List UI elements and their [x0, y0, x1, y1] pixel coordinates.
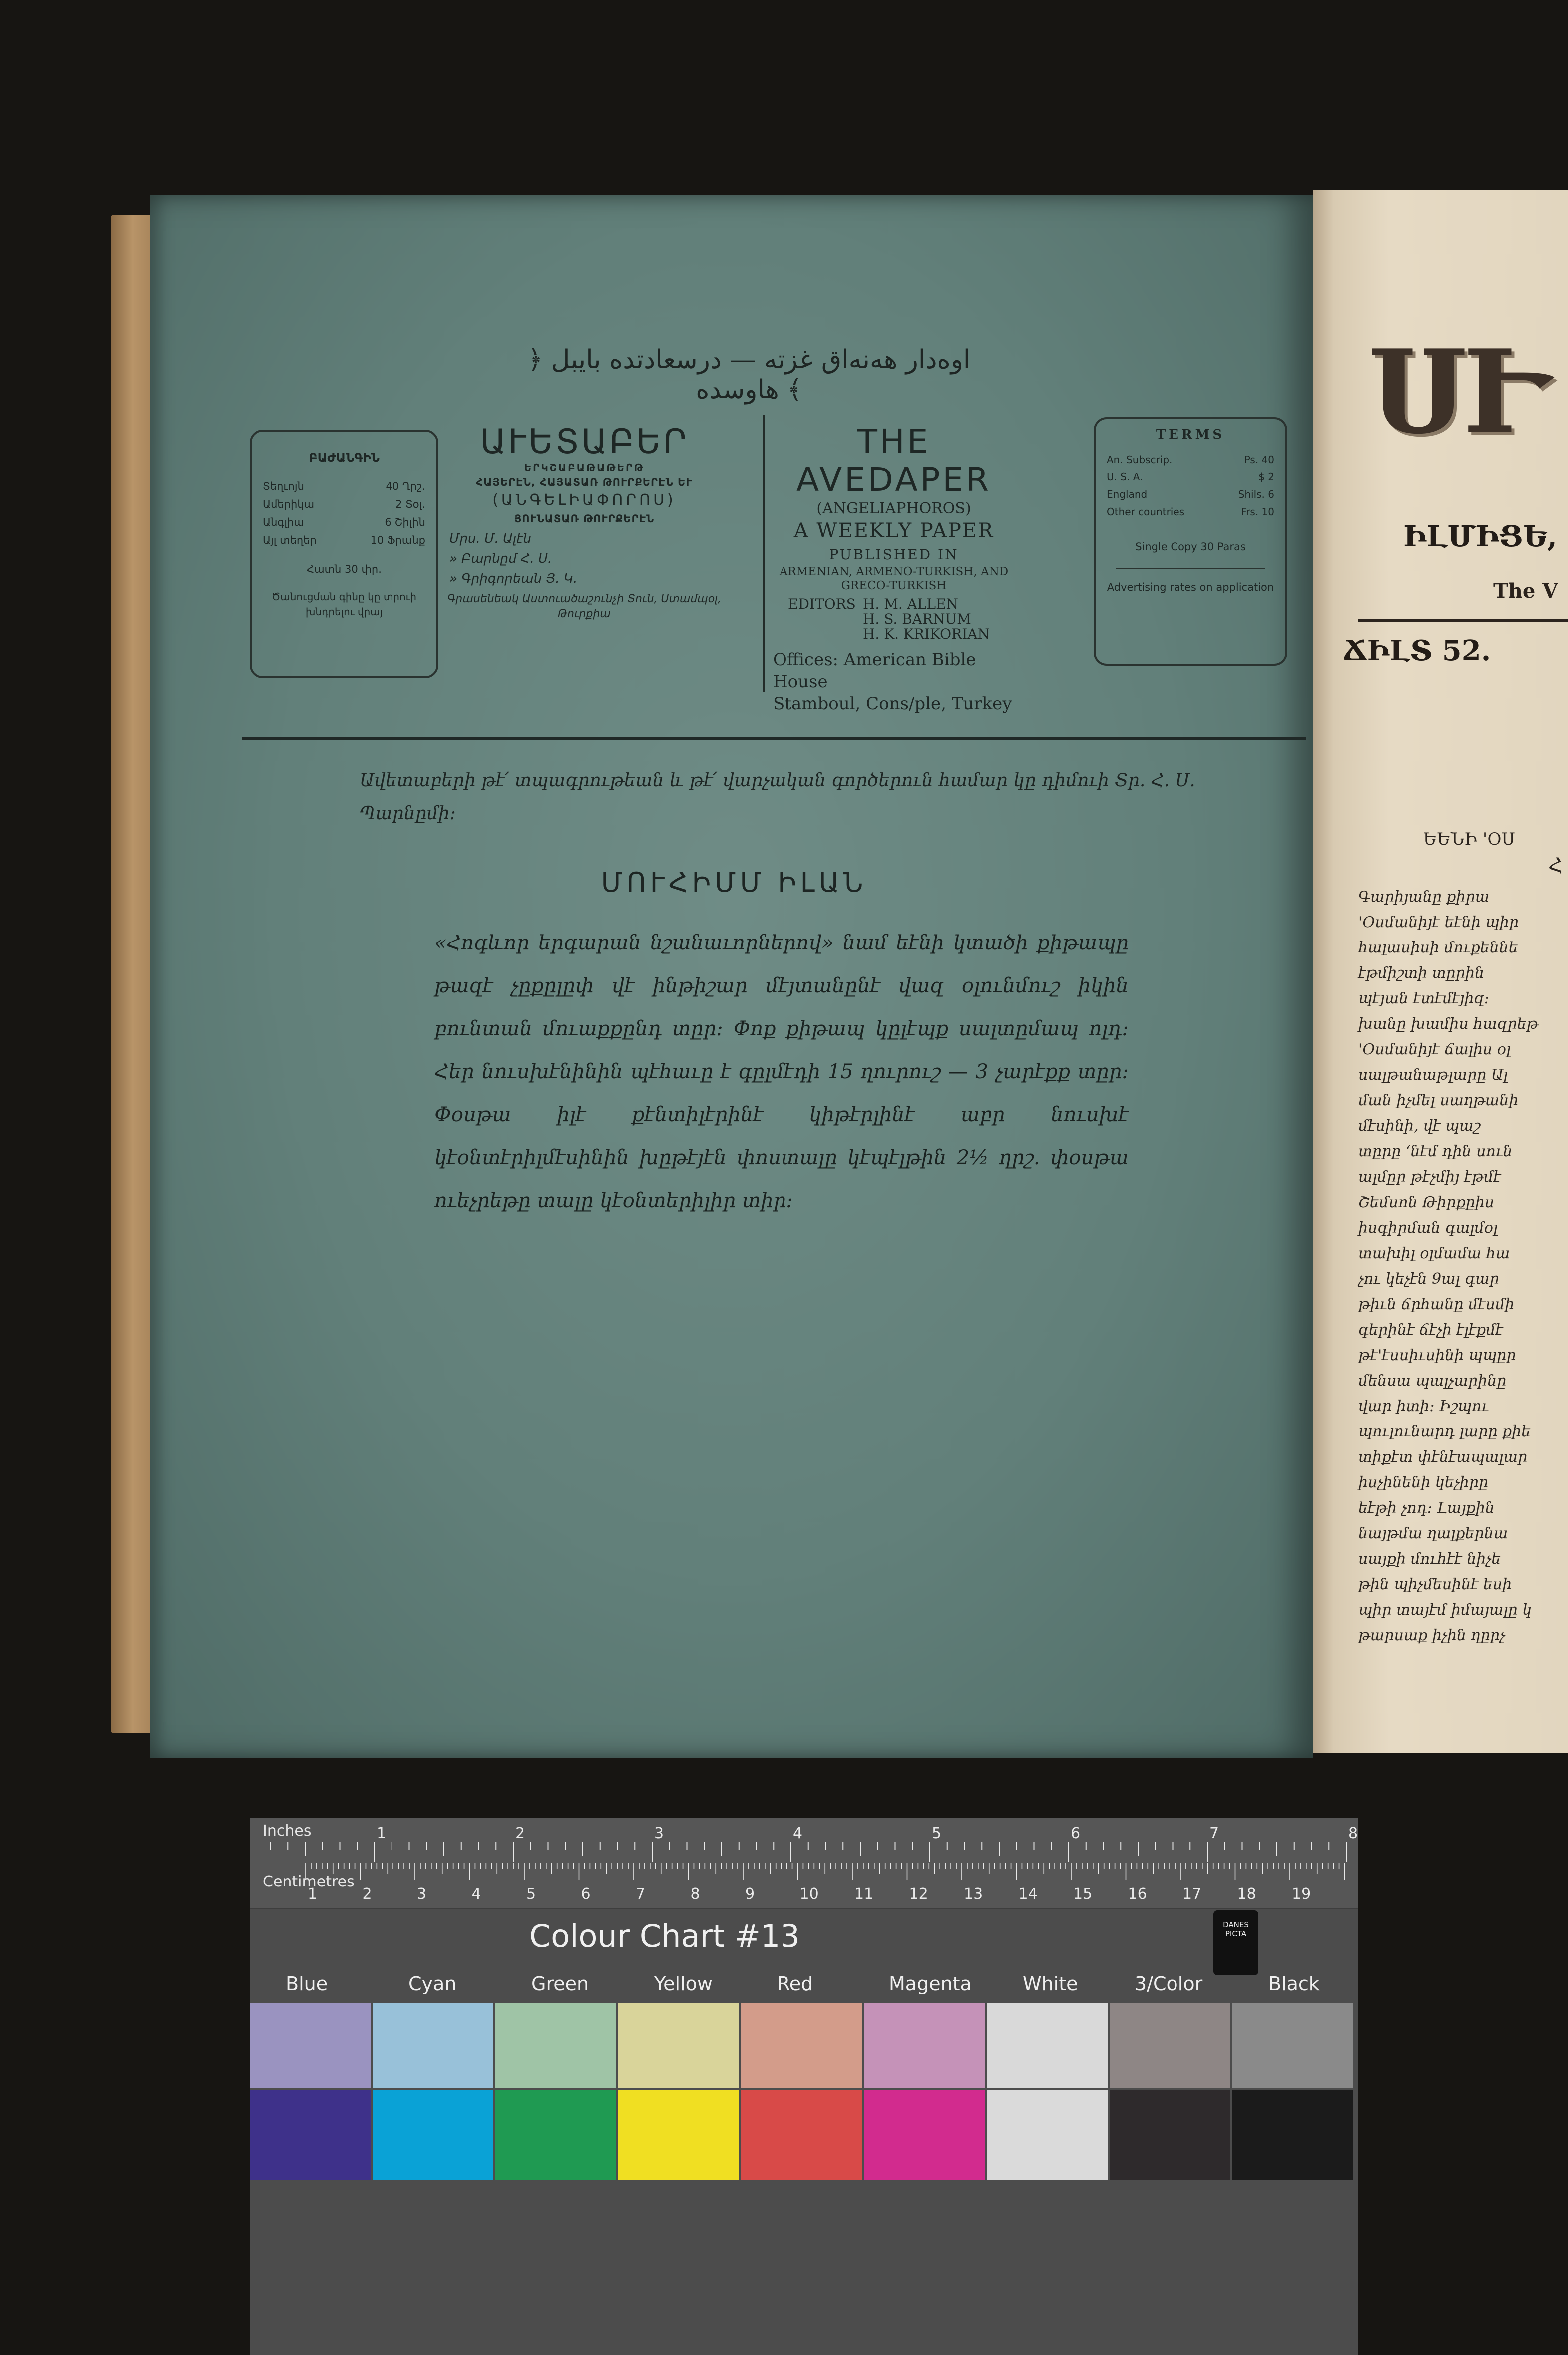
article-line: գերինէ ճէչի էլէքմէ [1358, 1321, 1503, 1339]
inch-number: 8 [1348, 1825, 1358, 1842]
cm-number: 8 [690, 1885, 700, 1903]
cm-number: 15 [1073, 1885, 1093, 1903]
brand-logo: DANES PICTA [1213, 1910, 1258, 1975]
english-title: THE AVEDAPER [796, 422, 991, 499]
swatch-strong [1110, 2090, 1230, 2180]
swatch-strong [741, 2090, 862, 2180]
terms-row [1107, 486, 1274, 503]
article-line: տիքէտ փէնէապալար [1358, 1448, 1528, 1466]
notice-text: Ավետաբերի թէ՛ տպագրութեան և թէ՛ վարչական գործերուն համար կը դիմուի Տր. Հ. Ս. Պարնըմի։ [360, 770, 1195, 824]
row-value: 40 Ղրշ. [386, 480, 425, 492]
cm-number: 13 [964, 1885, 983, 1903]
article-line: ման իչմել սաղթանի [1358, 1092, 1519, 1109]
cm-number: 14 [1018, 1885, 1038, 1903]
swatch-strong [373, 2090, 493, 2180]
cm-number: 11 [854, 1885, 874, 1903]
article-line: մենսա պալչարինը [1358, 1372, 1507, 1390]
inch-ticks [250, 1818, 1358, 1868]
terms-box [1094, 417, 1287, 666]
editor-name: H. M. ALLEN [863, 596, 959, 612]
armenian-office-line: Գրասենեակ Աստուածաշունչի Տուն, Ստամպօլ, Թուրքիա [447, 593, 722, 620]
english-offices [773, 649, 1019, 715]
article-line: տախիլ օլմամա հա [1358, 1245, 1510, 1262]
swatch-label: Cyan [408, 1973, 457, 1995]
row-value: 10 Ֆրանք [370, 534, 425, 546]
cm-number: 19 [1292, 1885, 1311, 1903]
editor-row [788, 597, 1019, 612]
swatch-pale [373, 2003, 493, 2088]
row-value: Frs. 10 [1241, 506, 1274, 518]
editor-line: » Բարնըմ Հ. Ս. [449, 551, 552, 566]
article-line: էթմիշտի տըրին [1358, 964, 1485, 982]
cm-number: 9 [745, 1885, 755, 1903]
inch-number: 4 [793, 1825, 803, 1842]
subscription-rows [263, 477, 425, 549]
announcement-headline: ՄՈՒՀԻՄՄ ԻԼԱՆ [601, 867, 867, 898]
article-line: պէյան էտէմէյիզ։ [1358, 990, 1490, 1007]
swatch-label: Magenta [889, 1973, 972, 1995]
cm-number: 7 [636, 1885, 646, 1903]
column-divider [763, 415, 765, 692]
english-angeliaphoros: (ANGELIAPHOROS) [816, 500, 971, 517]
swatch-pale [741, 2003, 862, 2088]
article-line: սայքի մուհէէ նիչե [1358, 1550, 1501, 1568]
right-section-head-2: Հ [1548, 854, 1563, 877]
terms-single-copy: Single Copy 30 Paras [1135, 541, 1246, 553]
article-line: թէ'էսսիւսինի պպըր [1358, 1347, 1516, 1364]
offices-line-2: Stamboul, Cons/ple, Turkey [773, 694, 1012, 714]
right-section-head: ԵԵՆԻ 'ՕՍ [1423, 829, 1515, 849]
cm-number: 18 [1237, 1885, 1256, 1903]
article-line: տըրը ‘նէմ դին սուն [1358, 1143, 1513, 1160]
article-line: ալմըր թէչմիյ էթմէ [1358, 1168, 1501, 1186]
armenian-angeliaphoros: (ԱՆԳԵԼԻԱՓՈՐՈՍ) [492, 491, 676, 509]
inch-number: 7 [1209, 1825, 1219, 1842]
swatch-label: Blue [286, 1973, 328, 1995]
swatch-label: Yellow [654, 1973, 713, 1995]
english-editors [788, 597, 1019, 642]
editors-label: EDITORS [788, 596, 856, 612]
ruler [250, 1818, 1358, 1909]
cm-number: 10 [799, 1885, 819, 1903]
armenian-title: ԱՒԵՏԱԲԵՐ [480, 422, 689, 462]
subscription-row [263, 495, 425, 513]
right-rule [1358, 619, 1568, 622]
editor-name: H. S. BARNUM [863, 611, 971, 627]
article-line: չու կեչէն 9ալ գար [1358, 1270, 1499, 1288]
swatch-strong [250, 2090, 371, 2180]
cm-number: 17 [1182, 1885, 1202, 1903]
subscription-single-copy: Հատն 30 փր. [307, 563, 382, 575]
editor-row [788, 612, 1019, 627]
cm-number: 1 [308, 1885, 318, 1903]
right-article-text [1358, 884, 1558, 1648]
masthead-logo: ՍՒ [1368, 325, 1542, 460]
cm-number: 6 [581, 1885, 591, 1903]
swatch-label: Green [531, 1973, 589, 1995]
right-page [1313, 190, 1568, 1753]
swatch-label: 3/Color [1135, 1973, 1203, 1995]
row-label: Ամերիկա [263, 498, 315, 510]
editor-row [788, 627, 1019, 642]
article-line: Գարիյանը քիրա [1358, 888, 1490, 906]
row-label: U. S. A. [1107, 471, 1143, 483]
row-label: Այլ տեղեր [263, 534, 317, 546]
subscription-box [250, 430, 438, 678]
inch-number: 5 [932, 1825, 942, 1842]
armenian-languages-line-2: ՅՈՒՆԱՏԱՌ ԹՈՒՐՔԵՐԷՆ [514, 513, 655, 525]
article-line: թիւն ճրհանը մէսմի [1358, 1296, 1515, 1313]
subscription-row [263, 513, 425, 531]
terms-row [1107, 503, 1274, 521]
editor-line: » Գրիգորեան Յ. Կ. [449, 571, 578, 586]
article-line: թին պիչմեսինէ եսի [1358, 1576, 1512, 1593]
article-line: պուլունարդ լարը քիե [1358, 1423, 1531, 1440]
row-value: 2 Տօլ. [395, 498, 425, 510]
article-line: մէսինի, վէ պաշ [1358, 1117, 1481, 1135]
swatch-strong [1232, 2090, 1353, 2180]
article-line: սալթանաթլարը Ալ [1358, 1066, 1508, 1084]
armenian-masthead [444, 422, 724, 622]
article-line: վար իտի։ Իշպու [1358, 1398, 1489, 1415]
swatch-label: Black [1268, 1973, 1320, 1995]
left-page [150, 195, 1313, 1758]
cm-ticks [250, 1863, 1358, 1908]
swatch-pale [618, 2003, 739, 2088]
swatch-strong [618, 2090, 739, 2180]
article-line: իսգիրման գալմօլ [1358, 1219, 1498, 1237]
row-value: Ps. 40 [1244, 454, 1274, 466]
article-line: թարսաք իչին ղըրչ [1358, 1627, 1505, 1644]
ruler-cm-label: Centimetres [263, 1873, 355, 1890]
article-line: խանը խամիս հազրեթ [1358, 1015, 1539, 1033]
announcement-body: «Հոգևոր երգարան նշանաւորներով» նամ եէնի կտածի քիթապը թազէ չըքըլըփ վէ ինթիշար մէյտանընէ վազ օլունմուշ իկին բունտան մուաքքընդ տըր։ Փոք քիթապ կըլէպք սալտըմապ ոլդ։ Հեր նուսխէնինին պէհաւը է գըլմէդի 15 ղուրուշ — 3 չարէքք տըր։ Փօսթա իլէ քէնտիլէրինէ կիթէրլինէ աբր նուսխէ կէօնտէրիլմէսինին խըթէյէն փոստալը կէպէլթին 2½ ղրշ. փօսթա ուեչրեթը տալը կէօնտերիլիր տիր։ [434, 932, 1129, 1212]
article-line: պիր տայէմ իմայալը կ [1358, 1601, 1532, 1619]
swatch-pale [250, 2003, 371, 2088]
swatch-pale [1232, 2003, 1353, 2088]
row-value: Shils. 6 [1238, 488, 1274, 500]
english-weekly: A WEEKLY PAPER [793, 519, 994, 542]
swatch-pale [495, 2003, 616, 2088]
row-label: An. Subscrip. [1107, 454, 1173, 466]
ruler-inches-label: Inches [263, 1822, 312, 1840]
issue-number: ՃԻԼՏ 52. [1343, 634, 1491, 667]
article-line: Շեմսոն Թիրքըիս [1358, 1194, 1495, 1211]
inch-number: 6 [1071, 1825, 1081, 1842]
terms-row [1107, 451, 1274, 469]
subscription-note: Ծանուցման գինը կը տրուի խնդրելու վրայ [271, 591, 417, 618]
row-value: 6 Շիլին [385, 516, 425, 528]
swatch-label: Red [777, 1973, 813, 1995]
article-line: եէթի չոդ։ Լայքին [1358, 1499, 1495, 1517]
masthead-rule [242, 737, 1306, 740]
subscription-title: ԲԱԺԱՆԳԻՆ [309, 451, 380, 465]
inch-number: 1 [377, 1825, 387, 1842]
colour-chart-title: Colour Chart #13 [529, 1918, 800, 1954]
inch-number: 3 [654, 1825, 664, 1842]
swatch-pale [987, 2003, 1108, 2088]
right-subtitle-armenian: ԻԼՄԻՑԵ, [1403, 519, 1558, 553]
terms-advertising: Advertising rates on application [1107, 581, 1274, 593]
swatch-pale [864, 2003, 985, 2088]
right-subtitle-english: The V [1493, 579, 1558, 603]
colour-chart-card [250, 1818, 1358, 2355]
armenian-languages-line: ՀԱՅԵՐԷՆ, ՀԱՅԱՏԱՌ ԹՈՒՐՔԵՐԷՆ ԵՒ [476, 476, 693, 488]
editor-line: Մրս. Մ. Ալէն [449, 531, 532, 546]
terms-row [1107, 469, 1274, 486]
cm-number: 3 [417, 1885, 427, 1903]
terms-title: TERMS [1156, 427, 1225, 442]
swatch-strong [987, 2090, 1108, 2180]
row-value: $ 2 [1258, 471, 1274, 483]
swatch-strong [864, 2090, 985, 2180]
armenian-subtitle: ԵՐԿՇԱԲԱԹԱԹԵՐԹ [524, 462, 645, 473]
english-published-in: PUBLISHED IN [829, 546, 959, 563]
cm-number: 2 [362, 1885, 372, 1903]
row-label: Other countries [1107, 506, 1185, 518]
article-line: իսչինենի կեչիրը [1358, 1474, 1488, 1491]
article-line: հալասիսի մուքեննե [1358, 939, 1518, 956]
cm-number: 12 [909, 1885, 928, 1903]
english-masthead [769, 422, 1019, 715]
cm-number: 5 [526, 1885, 536, 1903]
row-label: Անգլիա [263, 516, 304, 528]
editor-name: H. K. KRIKORIAN [863, 626, 990, 642]
article-line: 'Օսմանիյէ ճալիս օլ [1358, 1041, 1511, 1058]
article-line: 'Օսմանիյէ եէնի պիր [1358, 914, 1519, 931]
subscription-row [263, 477, 425, 495]
terms-rows [1107, 451, 1274, 521]
cm-number: 16 [1128, 1885, 1147, 1903]
swatch-pale [1110, 2003, 1230, 2088]
english-languages: ARMENIAN, ARMENO-TURKISH, AND GRECO-TURKISH [779, 565, 1009, 592]
armenian-editors [449, 529, 724, 589]
article-line: նայթմա ղալքերնա [1358, 1525, 1508, 1542]
terms-divider [1116, 568, 1265, 569]
swatch-strong [495, 2090, 616, 2180]
swatch-label: White [1023, 1973, 1078, 1995]
inch-number: 2 [515, 1825, 525, 1842]
row-label: Տեղւոյն [263, 480, 304, 492]
ottoman-title: ﴿ اوەدار ھەنەاق غزته — درسعادتده بايبل هاوسده ﴾ [527, 345, 971, 405]
cm-number: 4 [471, 1885, 481, 1903]
offices-line-1: Offices: American Bible House [773, 650, 976, 692]
row-label: England [1107, 488, 1148, 500]
subscription-row [263, 531, 425, 549]
